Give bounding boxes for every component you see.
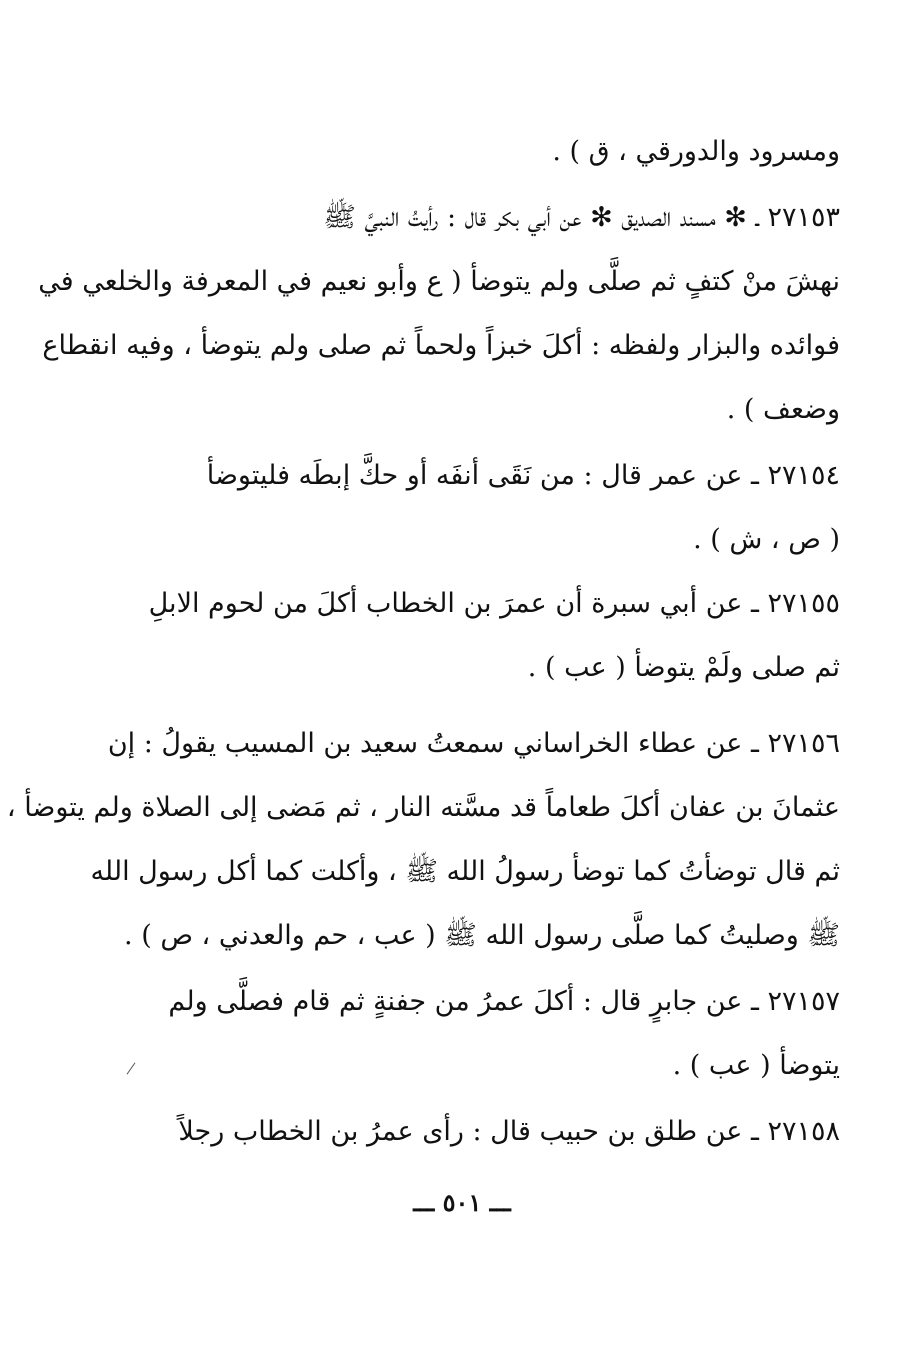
continuation-paragraph (128, 120, 840, 184)
text-line: ٢٧١٥٧ ـ عن جابرٍ قال : أكلَ عمرُ من جفنةٍ ثم قام فصلَّى ولم (168, 986, 840, 1017)
text-line: ومسرود والدورقي ، ق ) . (552, 136, 840, 167)
text-line: ﷺ وصليتُ كما صلَّى رسول الله ﷺ ( عب ، حم والعدني ، ص ) . (124, 920, 840, 951)
text-line: وضعف ) . (726, 394, 840, 425)
text-line: يتوضأ ( عب ) . (672, 1050, 840, 1081)
hadith-entry-27156 (6, 712, 840, 968)
hadith-entry-27154 (128, 444, 840, 572)
text-line: عثمانَ بن عفان أكلَ طعاماً قد مسَّته النار ، ثم مَضى إلى الصلاة ولم يتوضأ ، (6, 792, 840, 823)
text-line: ٢٧١٥٣ ـ ✻ مسند الصديق ✻ عن أبي بكر قال : رأيتُ النبيَّ ﷺ (323, 202, 840, 233)
text-line: ٢٧١٥٨ ـ عن طلق بن حبيب قال : رأى عمرُ بن الخطاب رجلاً (178, 1116, 840, 1147)
hadith-entry-27155 (128, 572, 840, 700)
text-line: ( ص ، ش ) . (693, 524, 840, 555)
page-number: ـــ ٥٠١ ـــ (413, 1188, 511, 1217)
text-line: ثم قال توضأتُ كما توضأ رسولُ الله ﷺ ، وأكلت كما أكل رسول الله (90, 856, 840, 887)
text-line: ٢٧١٥٤ ـ عن عمر قال : من نَقَى أنفَه أو حكَّ إبطَه فليتوضأ (206, 460, 840, 491)
hadith-entry-27158 (128, 1100, 840, 1164)
text-line: فوائده والبزار ولفظه : أكلَ خبزاً ولحماً ثم صلى ولم يتوضأ ، وفيه انقطاع (42, 330, 840, 361)
text-line: نهشَ منْ كتفٍ ثم صلَّى ولم يتوضأ ( ع وأبو نعيم في المعرفة والخلعي في (38, 266, 840, 297)
text-line: ٢٧١٥٥ ـ عن أبي سبرة أن عمرَ بن الخطاب أكلَ من لحوم الابلِ (148, 588, 840, 619)
text-line: ثم صلى ولَمْ يتوضأ ( عب ) . (527, 652, 840, 683)
hadith-entry-27153 (38, 186, 840, 442)
text-line: ٢٧١٥٦ ـ عن عطاء الخراساني سمعتُ سعيد بن المسيب يقولُ : إن (107, 728, 840, 759)
hadith-entry-27157 (128, 970, 840, 1098)
